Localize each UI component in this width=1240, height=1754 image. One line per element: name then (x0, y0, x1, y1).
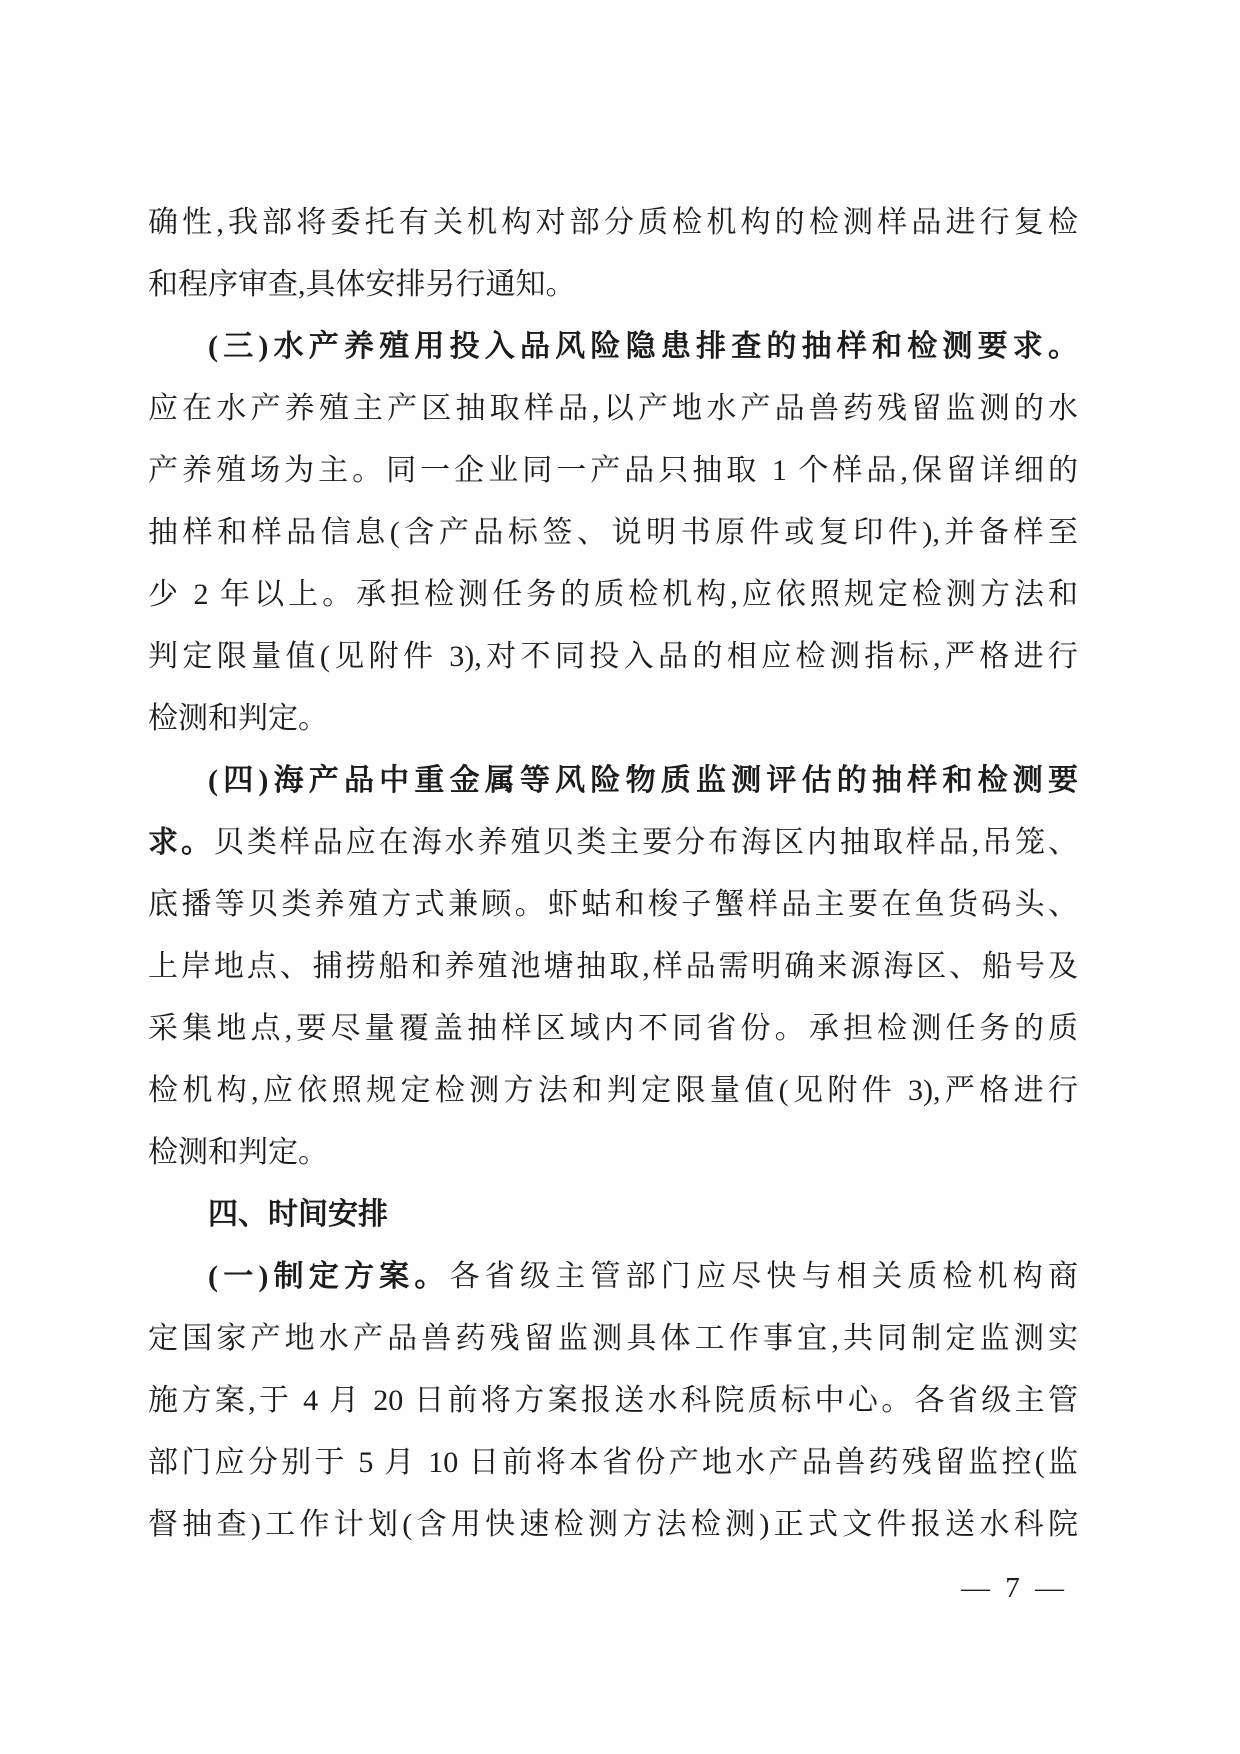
line-text: 应在水产养殖主产区抽取样品,以产地水产品兽药残留监测的水 (148, 392, 1078, 425)
section-heading (148, 1184, 1078, 1246)
text-line (148, 192, 1078, 254)
line-text: 督抽查)工作计划(含用快速检测方法检测)正式文件报送水科院 (148, 1508, 1078, 1541)
line-bold-text: 四、时间安排 (208, 1198, 388, 1231)
line-text: 贝类样品应在海水养殖贝类主要分布海区内抽取样品,吊笼、 (213, 826, 1079, 859)
text-line (148, 688, 1078, 750)
line-text: 抽样和样品信息(含产品标签、说明书原件或复印件),并备样至 (148, 516, 1078, 549)
text-line (148, 1122, 1078, 1184)
text-line (148, 626, 1078, 688)
line-text: 少 2 年以上。承担检测任务的质检机构,应依照规定检测方法和 (148, 578, 1078, 611)
line-bold-text: (一)制定方案。 (208, 1260, 450, 1293)
line-text: 产养殖场为主。同一企业同一产品只抽取 1 个样品,保留详细的 (148, 454, 1078, 487)
text-line (148, 378, 1078, 440)
line-bold-text: (三)水产养殖用投入品风险隐患排查的抽样和检测要求。 (208, 330, 1078, 363)
text-line (148, 812, 1078, 874)
line-text: 底播等贝类养殖方式兼顾。虾蛄和梭子蟹样品主要在鱼货码头、 (148, 888, 1078, 921)
line-text: 各省级主管部门应尽快与相关质检机构商 (449, 1260, 1079, 1293)
line-text: 施方案,于 4 月 20 日前将方案报送水科院质标中心。各省级主管 (148, 1384, 1078, 1417)
text-line (148, 1494, 1078, 1556)
line-text: 上岸地点、捕捞船和养殖池塘抽取,样品需明确来源海区、船号及 (148, 950, 1078, 983)
text-line (148, 502, 1078, 564)
text-line (148, 1370, 1078, 1432)
line-bold-text: (四)海产品中重金属等风险物质监测评估的抽样和检测要 (208, 764, 1078, 797)
text-line (148, 1060, 1078, 1122)
text-line (148, 254, 1078, 316)
text-line (148, 1432, 1078, 1494)
line-text: 检机构,应依照规定检测方法和判定限量值(见附件 3),严格进行 (148, 1074, 1078, 1107)
line-text: 检测和判定。 (148, 702, 328, 735)
line-text: 定国家产地水产品兽药残留监测具体工作事宜,共同制定监测实 (148, 1322, 1078, 1355)
line-text: 确性,我部将委托有关机构对部分质检机构的检测样品进行复检 (148, 206, 1078, 239)
page-number: — 7 — (961, 1572, 1068, 1604)
line-text: 和程序审查,具体安排另行通知。 (148, 268, 576, 301)
text-line (148, 440, 1078, 502)
line-text: 检测和判定。 (148, 1136, 328, 1169)
text-line (148, 998, 1078, 1060)
line-text: 判定限量值(见附件 3),对不同投入品的相应检测指标,严格进行 (148, 640, 1078, 673)
text-block (148, 192, 1078, 1556)
section-heading (148, 316, 1078, 378)
section-heading (148, 1246, 1078, 1308)
text-line (148, 564, 1078, 626)
line-text: 采集地点,要尽量覆盖抽样区域内不同省份。承担检测任务的质 (148, 1012, 1078, 1045)
line-bold-text: 求。 (148, 826, 214, 859)
text-line (148, 936, 1078, 998)
section-heading (148, 750, 1078, 812)
line-text: 部门应分别于 5 月 10 日前将本省份产地水产品兽药残留监控(监 (148, 1446, 1078, 1479)
text-line (148, 1308, 1078, 1370)
text-line (148, 874, 1078, 936)
